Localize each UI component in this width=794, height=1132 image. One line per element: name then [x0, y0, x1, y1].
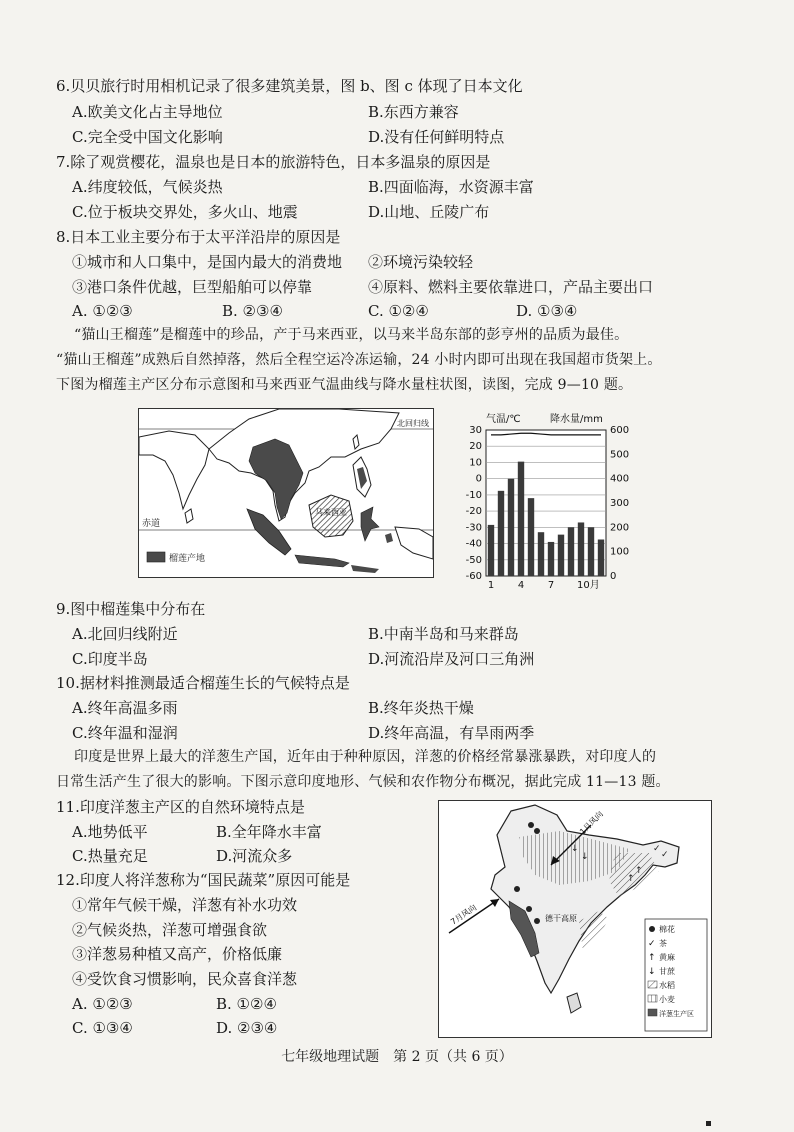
legend-cotton: 棉花: [659, 925, 675, 934]
onion-passage-line-2: 日常生活产生了很大的影响。下图示意印度地形、气候和农作物分布概况，据此完成 11—13 题。: [56, 774, 670, 790]
q7-stem: 7.除了观赏樱花，温泉也是日本的旅游特色，日本多温泉的原因是: [56, 153, 491, 171]
legend-jute: 黄麻: [659, 953, 675, 962]
precip-bar: [538, 532, 544, 576]
cotton-marker-4: [526, 906, 532, 912]
india-map-graphic: [439, 801, 711, 1037]
cotton-marker-1: [528, 822, 534, 828]
temp-tick-label: 30: [469, 425, 482, 436]
q12-stem: 12.印度人将洋葱称为“国民蔬菜”原因可能是: [56, 871, 351, 889]
q12-statement-3: ③洋葱易种植又高产，价格低廉: [72, 945, 283, 963]
q12-option-a: A. ①②③: [72, 995, 133, 1013]
month-tick-label: 10月: [577, 580, 600, 591]
cotton-marker-2: [534, 828, 540, 834]
wheat-legend-icon: [648, 995, 657, 1002]
tropic-of-cancer-label: 北回归线: [397, 419, 429, 428]
q11-option-d: D.河流众多: [216, 847, 293, 865]
q8-statement-3: ③港口条件优越，巨型船舶可以停靠: [72, 278, 313, 296]
page-footer: 七年级地理试题 第 2 页（共 6 页）: [281, 1049, 513, 1065]
q8-option-b: B. ②③④: [222, 302, 283, 320]
sri-lanka-outline: [567, 993, 581, 1013]
q11-option-a: A.地势低平: [72, 823, 148, 841]
cotton-legend-icon: [649, 926, 655, 932]
q9-stem: 9.图中榴莲集中分布在: [56, 600, 206, 618]
malaysia-climate-chart: [456, 408, 636, 592]
q6-stem: 6.贝贝旅行时用相机记录了很多建筑美景，图 b、图 c 体现了日本文化: [56, 77, 523, 95]
precip-bar: [568, 527, 574, 576]
q8-option-a: A. ①②③: [72, 302, 133, 320]
precipitation-axis-label: 降水量/mm: [550, 414, 603, 425]
deccan-plateau-label: 德干高原: [545, 914, 577, 923]
southeast-asia-map-graphic: [139, 409, 433, 577]
precip-bar: [498, 491, 504, 576]
q8-option-d: D. ①③④: [516, 302, 578, 320]
malaysia-label: 马来西亚: [315, 508, 347, 517]
q11-stem: 11.印度洋葱主产区的自然环境特点是: [56, 798, 305, 816]
sri-lanka-landmass: [185, 509, 193, 523]
precip-tick-label: 200: [610, 522, 630, 534]
durian-passage-line-1: “猫山王榴莲”是榴莲中的珍品，产于马来西亚，以马来半岛东部的彭亨州的品质为最佳。: [74, 327, 629, 343]
corner-mark: [706, 1121, 711, 1126]
precip-tick-label: 0: [610, 571, 617, 582]
temp-tick-label: 10: [469, 457, 482, 469]
precip-bar: [548, 542, 554, 576]
precip-bar: [578, 522, 584, 576]
temp-tick-label: -10: [465, 489, 482, 501]
durian-legend-label: 榴莲产地: [169, 554, 206, 564]
sugarcane-marker-2: ↓: [581, 852, 589, 862]
precip-bar: [518, 462, 524, 576]
july-wind-label: 7月风向: [449, 902, 479, 927]
india-agriculture-map: [438, 800, 712, 1038]
q12-statement-4: ④受饮食习惯影响，民众喜食洋葱: [72, 970, 298, 988]
precip-tick-label: 600: [610, 425, 630, 436]
onion-passage-line-1: 印度是世界上最大的洋葱生产国，近年由于种种原因，洋葱的价格经常暴涨暴跌，对印度人的: [74, 749, 657, 765]
q9-option-a: A.北回归线附近: [72, 625, 178, 643]
temp-tick-label: -60: [465, 571, 482, 582]
month-tick-label: 1: [487, 580, 495, 591]
q11-option-c: C.热量充足: [72, 847, 148, 865]
rice-legend-icon: [648, 981, 657, 988]
q9-option-b: B.中南半岛和马来群岛: [368, 625, 519, 643]
q10-stem: 10.据材料推测最适合榴莲生长的气候特点是: [56, 674, 350, 692]
lesser-sunda-islands: [351, 565, 379, 573]
temp-tick-label: 0: [475, 473, 482, 485]
q7-option-d: D.山地、丘陵广布: [368, 203, 490, 221]
precip-bar: [598, 540, 604, 577]
january-wind-label: 1月风向: [578, 809, 605, 837]
q6-option-c: C.完全受中国文化影响: [72, 128, 223, 146]
q9-option-c: C.印度半岛: [72, 650, 148, 668]
july-wind-arrowhead: [490, 899, 499, 907]
precip-bar: [588, 527, 594, 576]
temp-tick-label: 20: [469, 441, 482, 453]
q8-statement-2: ②环境污染较轻: [368, 253, 474, 271]
q8-statement-4: ④原料、燃料主要依靠进口，产品主要出口: [368, 278, 654, 296]
q9-option-d: D.河流沿岸及河口三角洲: [368, 650, 535, 668]
sulawesi-landmass: [361, 507, 379, 541]
cotton-marker-5: [534, 918, 540, 924]
q7-option-a: A.纬度较低，气候炎热: [72, 178, 223, 196]
legend-sugarcane: 甘蔗: [659, 967, 675, 976]
precip-tick-label: 500: [610, 449, 630, 461]
q8-option-c: C. ①②④: [368, 302, 429, 320]
q8-statement-1: ①城市和人口集中，是国内最大的消费地: [72, 253, 343, 271]
durian-distribution-map: [138, 408, 434, 578]
jute-legend-icon: ↑: [648, 953, 656, 963]
legend-onion: 洋葱生产区: [659, 1010, 694, 1018]
q7-option-b: B.四面临海，水资源丰富: [368, 178, 534, 196]
temp-tick-label: -50: [465, 554, 482, 566]
jute-marker-2: ↑: [627, 874, 635, 884]
jute-marker-1: ↑: [635, 866, 643, 876]
legend-wheat: 小麦: [659, 995, 675, 1004]
q6-option-d: D.没有任何鲜明特点: [368, 128, 505, 146]
month-tick-label: 7: [547, 580, 555, 591]
sugarcane-legend-icon: ↓: [648, 967, 656, 977]
precip-bar: [528, 498, 534, 576]
climate-chart-svg: [456, 408, 636, 592]
new-guinea-landmass: [395, 527, 433, 559]
sugarcane-marker-1: ↓: [571, 844, 579, 854]
precip-bar: [558, 535, 564, 576]
legend-tea: 茶: [659, 939, 667, 948]
precip-bar: [508, 479, 514, 576]
india-landmass: [139, 431, 209, 509]
tea-marker-2: ✓: [661, 850, 669, 860]
temp-tick-label: -20: [465, 506, 482, 518]
durian-passage: [56, 323, 746, 398]
q10-option-d: D.终年高温，有旱雨两季: [368, 724, 535, 742]
temp-tick-label: -40: [465, 538, 482, 550]
durian-passage-line-2: “猫山王榴莲”成熟后自然掉落，然后全程空运冷冻运输，24 小时内即可出现在我国超市货架上。: [56, 352, 662, 368]
precip-tick-label: 300: [610, 498, 630, 509]
q12-option-c: C. ①③④: [72, 1019, 133, 1037]
tea-marker-1: ✓: [653, 844, 661, 854]
temperature-axis-label: 气温/℃: [486, 414, 521, 425]
legend-rice: 水稻: [659, 981, 675, 990]
durian-passage-line-3: 下图为榴莲主产区分布示意图和马来西亚气温曲线与降水量柱状图，读图，完成 9—10 题。: [56, 377, 633, 393]
q8-stem: 8.日本工业主要分布于太平洋沿岸的原因是: [56, 228, 341, 246]
month-tick-label: 4: [517, 580, 525, 591]
q6-option-a: A.欧美文化占主导地位: [72, 103, 223, 121]
q12-option-b: B. ①②④: [216, 995, 277, 1013]
onion-passage: [56, 745, 746, 795]
q12-statement-2: ②气候炎热，洋葱可增强食欲: [72, 921, 268, 939]
q6-option-b: B.东西方兼容: [368, 103, 459, 121]
q12-option-d: D. ②③④: [216, 1019, 278, 1037]
java-landmass: [295, 555, 349, 567]
cotton-marker-3: [514, 886, 520, 892]
q7-option-c: C.位于板块交界处，多火山、地震: [72, 203, 298, 221]
q11-option-b: B.全年降水丰富: [216, 823, 322, 841]
tea-legend-icon: ✓: [648, 939, 656, 949]
equator-label: 赤道: [142, 519, 161, 529]
q10-option-c: C.终年温和湿润: [72, 724, 178, 742]
temp-tick-label: -30: [465, 522, 482, 534]
precip-tick-label: 100: [610, 546, 630, 558]
durian-legend-swatch: [147, 552, 165, 562]
q10-option-a: A.终年高温多雨: [72, 699, 178, 717]
q10-option-b: B.终年炎热干燥: [368, 699, 474, 717]
maluku-islands: [385, 533, 393, 543]
q12-statement-1: ①常年气候干燥，洋葱有补水功效: [72, 896, 298, 914]
onion-legend-icon: [648, 1009, 657, 1016]
asia-mainland: [209, 409, 399, 521]
precip-bar: [488, 525, 494, 576]
precip-tick-label: 400: [610, 473, 630, 485]
